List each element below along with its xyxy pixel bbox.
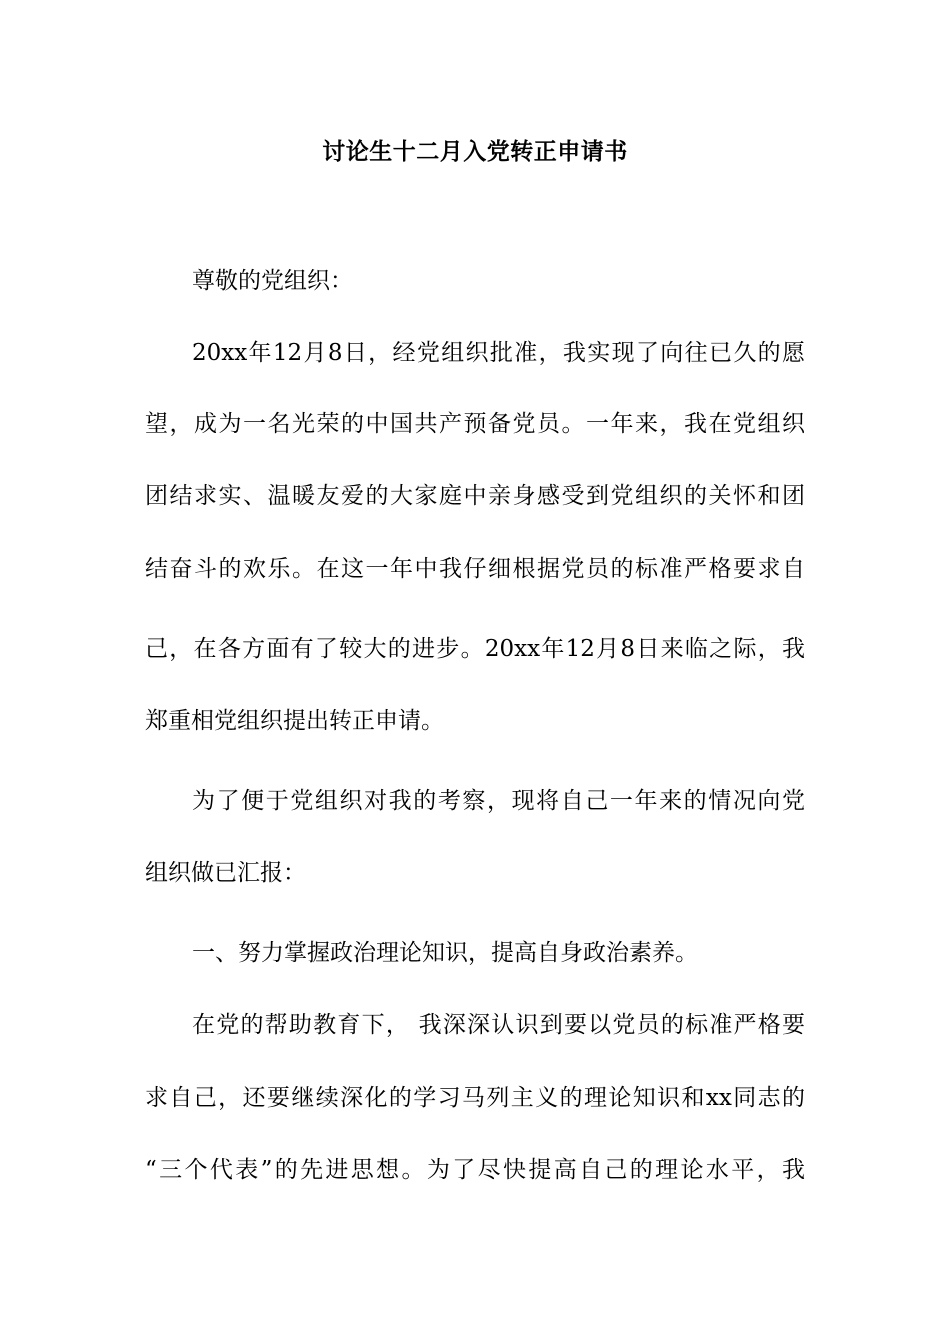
paragraph-line: 郑重相党组织提出转正申请。 — [145, 708, 444, 734]
paragraph-line: “三个代表”的先进思想。为了尽快提高自己的理论水平，我 — [145, 1157, 805, 1183]
paragraph-line: 20xx年12月8日，经党组织批准，我实现了向往已久的愿 — [192, 340, 805, 366]
salutation: 尊敬的党组织： — [192, 268, 353, 294]
paragraph-line: 望，成为一名光荣的中国共产预备党员。一年来，我在党组织 — [145, 411, 805, 437]
document-title: 讨论生十二月入党转正申请书 — [322, 139, 628, 165]
section-heading: 一、努力掌握政治理论知识，提高自身政治素养。 — [192, 940, 698, 966]
paragraph-line: 己，在各方面有了较大的进步。20xx年12月8日来临之际，我 — [145, 636, 805, 662]
paragraph-line: 在党的帮助教育下， 我深深认识到要以党员的标准严格要 — [192, 1012, 805, 1038]
paragraph-line: 结奋斗的欢乐。在这一年中我仔细根据党员的标准严格要求自 — [145, 556, 805, 582]
paragraph-line: 求自己，还要继续深化的学习马列主义的理论知识和xx同志的 — [145, 1085, 805, 1111]
paragraph-line: 为了便于党组织对我的考察，现将自己一年来的情况向党 — [192, 788, 805, 814]
paragraph-line: 组织做已汇报： — [145, 860, 306, 886]
paragraph-line: 团结求实、温暖友爱的大家庭中亲身感受到党组织的关怀和团 — [145, 483, 805, 509]
